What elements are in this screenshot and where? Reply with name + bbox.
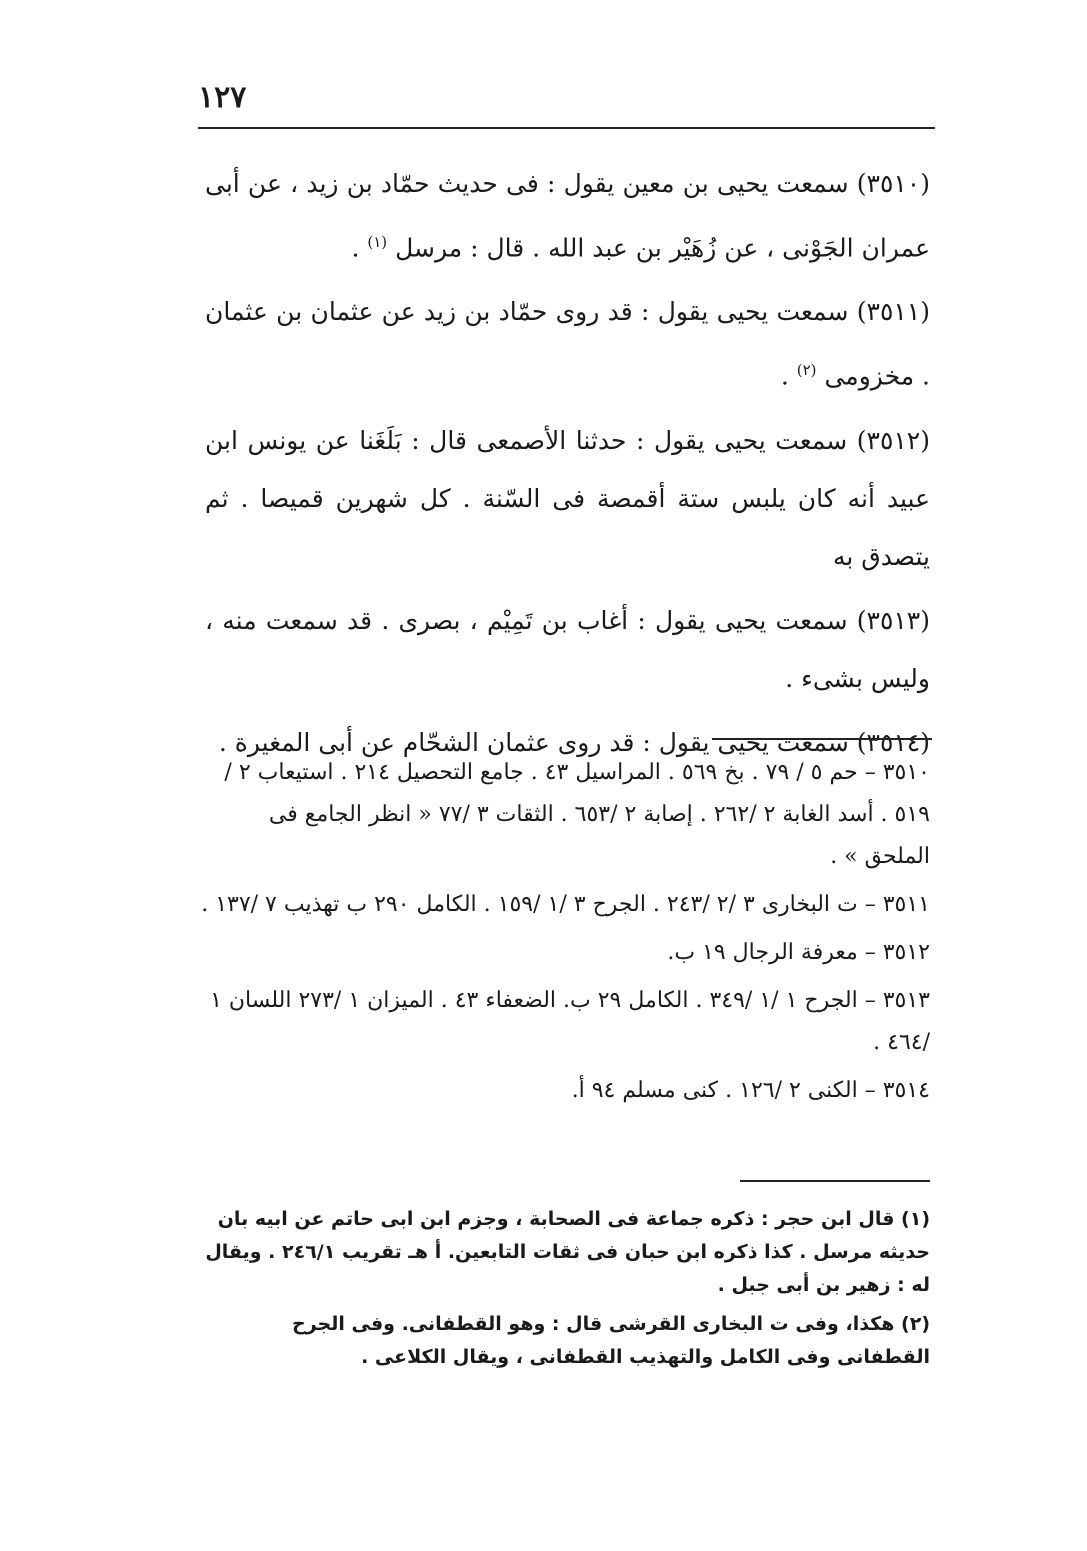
entry-3512: [205, 412, 930, 586]
reference-3513: ٣٥١٣ – الجرح ١ /١ /٣٤٩ . الكامل ٢٩ ب. الضعفاء ٤٣ . الميزان ١ /٢٧٣ اللسان ١ /٤٦٤ .: [210, 988, 930, 1055]
entry-end: .: [351, 233, 368, 263]
entry-text: (٣٥١٣) سمعت يحيى يقول : أغاب بن تَمِيْم ، بصرى . قد سمعت منه ، وليس بشىء .: [205, 605, 930, 693]
footnotes-section: [200, 1203, 930, 1380]
header-rule: [198, 127, 935, 129]
reference-3514: ٣٥١٤ – الكنى ٢ /١٢٦ . كنى مسلم ٩٤ أ.: [571, 1078, 930, 1103]
footnote-1: (١) قال ابن حجر : ذكره جماعة فى الصحابة ، وجزم ابن ابى حاتم عن ابيه بان حديثه مرسل . كذا ذكره ابن حبان فى ثقات التابعين. أ هـ تقريب ٢٤٦/١ . ويقال له : زهير بن أبى جبل .: [205, 1208, 930, 1296]
footnotes-rule: [740, 1180, 930, 1182]
reference-3510: ٣٥١٠ – حم ٥ / ٧٩ . بخ ٥٦٩ . المراسيل ٤٣ . جامع التحصيل ٢١٤ . استيعاب ٢ /٥١٩ . أسد الغابة ٢ /٢٦٢ . إصابة ٢ /٦٥٣ . الثقات ٣ /٧٧ « انظر الجامع فى الملحق » .: [224, 760, 930, 869]
reference-3511: ٣٥١١ – ت البخارى ٣ /٢ /٢٤٣ . الجرح ٣ /١ /١٥٩ . الكامل ٢٩٠ ب تهذيب ٧ /١٣٧ .: [201, 892, 930, 917]
entry-3510: [205, 155, 930, 277]
entry-text: (٣٥١٠) سمعت يحيى بن معين يقول : فى حديث حمّاد بن زيد ، عن أبى عمران الجَوْنى ، عن زُهَيْر بن عبد الله . قال : مرسل: [205, 169, 930, 263]
references-rule: [712, 738, 932, 740]
references-section: [200, 752, 930, 1118]
page-number: ١٢٧: [198, 80, 247, 115]
entry-text: (٣٥١٢) سمعت يحيى يقول : حدثنا الأصمعى قال : بَلَغَنا عن يونس ابن عبيد أنه كان يلبس ستة أقمصة فى السّنة . كل شهرين قميصا . ثم يتصدق به: [205, 425, 930, 571]
entry-end: .: [780, 361, 797, 391]
entry-3511: [205, 283, 930, 405]
footnote-marker: (١): [367, 233, 388, 251]
footnote-2: (٢) هكذا، وفى ت البخارى القرشى قال : وهو القطفانى. وفى الجرح القطفانى وفى الكامل والتهذيب القطفانى ، ويقال الكلاعى .: [292, 1313, 930, 1368]
entry-text: (٣٥١٤) سمعت يحيى يقول : قد روى عثمان الشحّام عن أبى المغيرة .: [218, 727, 930, 757]
main-text: [205, 155, 930, 778]
reference-3512: ٣٥١٢ – معرفة الرجال ١٩ ب.: [667, 940, 930, 965]
entry-3513: [205, 592, 930, 708]
entry-text: (٣٥١١) سمعت يحيى يقول : قد روى حمّاد بن زيد عن عثمان بن عثمان . مخزومى: [205, 297, 930, 391]
footnote-marker: (٢): [796, 361, 817, 380]
